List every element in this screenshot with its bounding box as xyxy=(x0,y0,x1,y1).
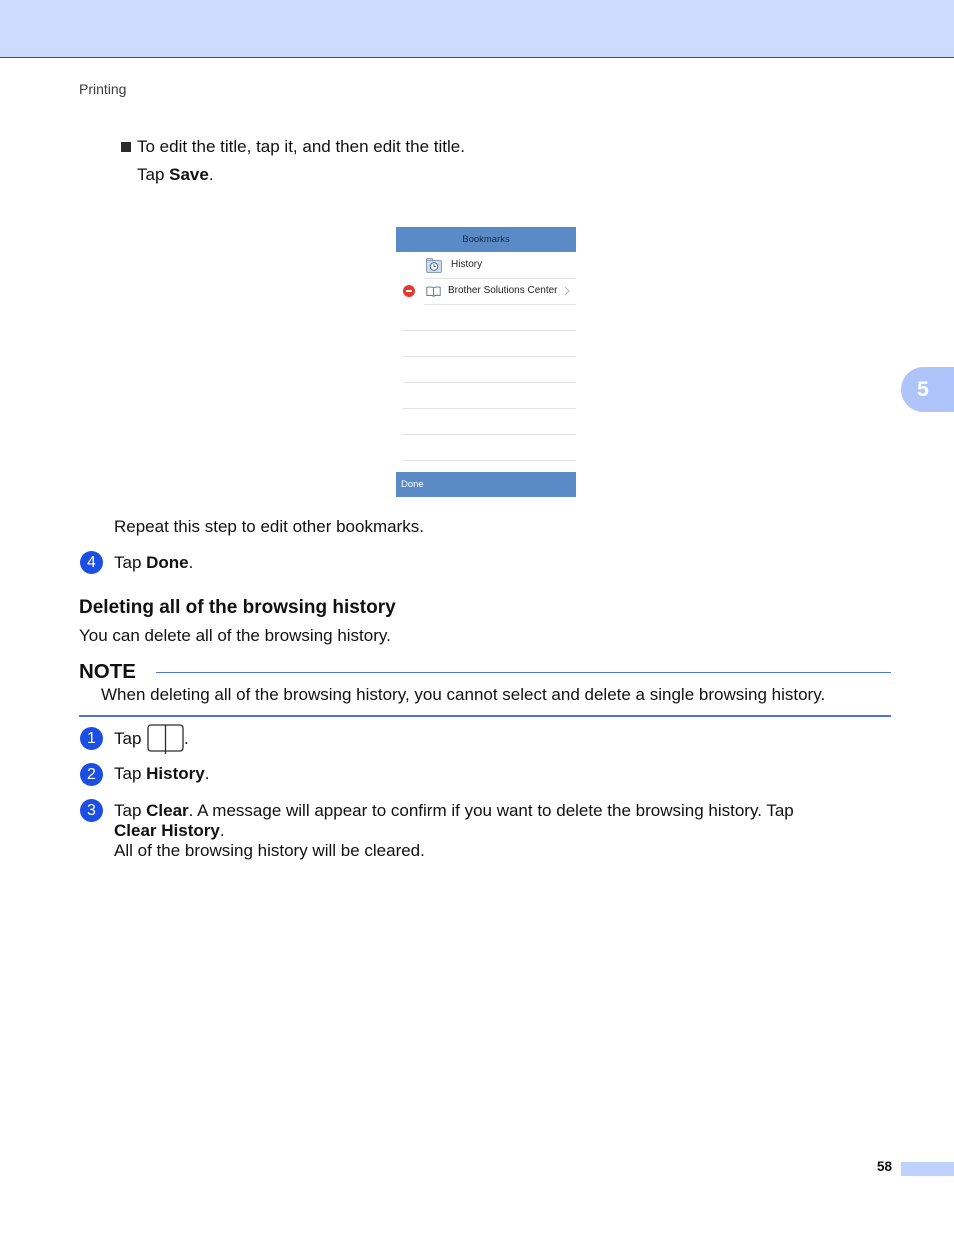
section-label: Printing xyxy=(79,81,127,97)
step-2-prefix: Tap xyxy=(114,764,147,783)
step-4-prefix: Tap xyxy=(114,553,147,572)
row-separator xyxy=(403,408,576,409)
step-3-message: . A message will appear to confirm if you want to delete the browsing history. Tap xyxy=(188,801,794,820)
bookmark-label-history: History xyxy=(451,259,483,270)
footer-bar xyxy=(901,1162,954,1176)
book-icon xyxy=(147,724,184,755)
bookmark-book-icon xyxy=(426,286,441,297)
step-number-3: 3 xyxy=(80,799,103,822)
section-intro: You can delete all of the browsing history. xyxy=(79,626,391,645)
repeat-text: Repeat this step to edit other bookmarks. xyxy=(114,517,424,536)
chapter-number: 5 xyxy=(917,378,929,401)
row-separator xyxy=(403,434,576,435)
done-label: Done xyxy=(401,479,424,490)
header-band xyxy=(0,0,954,58)
note-label: NOTE xyxy=(79,660,136,683)
row-separator xyxy=(403,382,576,383)
bookmark-label-brother: Brother Solutions Center xyxy=(448,285,558,296)
step-4-text xyxy=(114,553,193,573)
chapter-tab xyxy=(901,367,954,412)
section-heading: Deleting all of the browsing history xyxy=(79,597,396,618)
clear-keyword: Clear xyxy=(146,801,189,820)
save-keyword: Save xyxy=(169,165,209,184)
page-number: 58 xyxy=(876,1159,892,1174)
step-2-suffix: . xyxy=(204,764,210,783)
delete-minus-icon xyxy=(403,285,415,297)
note-text: When deleting all of the browsing history, you cannot select and delete a single browsing history. xyxy=(101,685,826,704)
step-3-result: All of the browsing history will be cleared. xyxy=(114,841,425,860)
chevron-right-icon xyxy=(564,286,570,296)
step-3-text xyxy=(114,801,794,861)
step-2-text xyxy=(114,764,209,784)
bullet-text: To edit the title, tap it, and then edit the title. xyxy=(137,137,465,156)
tap-save-instruction xyxy=(137,165,214,185)
row-separator xyxy=(403,356,576,357)
step-1-prefix: Tap xyxy=(114,729,142,748)
step-number-4: 4 xyxy=(80,551,103,574)
history-clock-icon xyxy=(426,258,442,273)
note-divider-top xyxy=(156,672,891,673)
done-keyword: Done xyxy=(146,553,189,572)
bookmarks-title-bar xyxy=(396,227,576,252)
history-keyword: History xyxy=(146,764,205,783)
clear-history-keyword: Clear History xyxy=(114,821,220,840)
row-separator xyxy=(403,460,576,461)
bookmark-row-brother-solutions-center xyxy=(396,278,576,304)
step-number-1: 1 xyxy=(80,727,103,750)
bookmarks-bottom-toolbar xyxy=(396,472,576,497)
step-number-2: 2 xyxy=(80,763,103,786)
row-separator xyxy=(424,304,576,305)
bullet-square-icon xyxy=(121,142,131,152)
step-1-suffix: . xyxy=(184,729,189,748)
step-4-suffix: . xyxy=(188,553,194,572)
bookmarks-screenshot xyxy=(396,227,576,497)
bookmarks-title: Bookmarks xyxy=(462,234,510,245)
bookmark-row-history xyxy=(396,252,576,278)
row-separator xyxy=(403,330,576,331)
note-divider-bottom xyxy=(79,715,891,717)
tap-save-suffix: . xyxy=(208,165,214,184)
step-3-suffix: . xyxy=(219,821,225,840)
tap-save-prefix: Tap xyxy=(137,165,170,184)
step-3-prefix: Tap xyxy=(114,801,147,820)
